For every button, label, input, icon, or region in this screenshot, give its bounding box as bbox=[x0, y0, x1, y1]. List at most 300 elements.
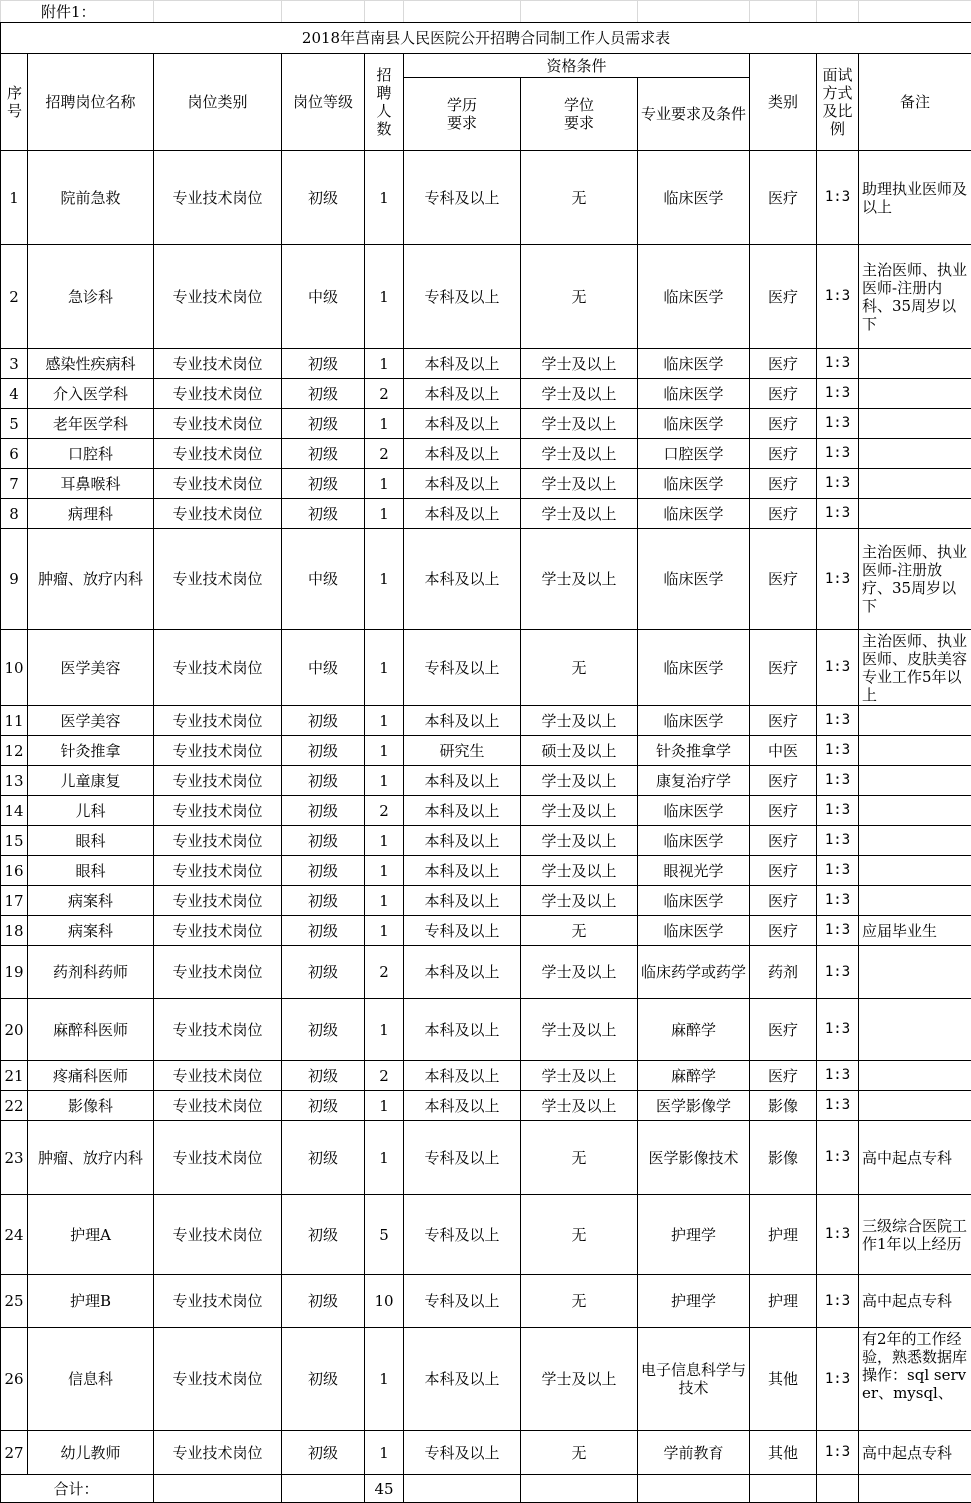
table-row bbox=[1, 916, 971, 946]
cell-count: 5 bbox=[365, 1195, 404, 1275]
cell-post-name: 医学美容 bbox=[28, 630, 154, 706]
header-remarks: 备注 bbox=[859, 54, 971, 151]
table-row bbox=[1, 151, 971, 245]
cell-major: 临床医学 bbox=[638, 349, 750, 379]
cell-education: 本科及以上 bbox=[404, 469, 521, 499]
cell-count: 1 bbox=[365, 766, 404, 796]
cell-post-level: 初级 bbox=[282, 766, 365, 796]
cell-post-name: 院前急救 bbox=[28, 151, 154, 245]
cell-seq: 27 bbox=[1, 1431, 28, 1475]
cell-remarks bbox=[859, 856, 971, 886]
cell-interview-ratio: 1:3 bbox=[817, 439, 859, 469]
cell-post-level: 初级 bbox=[282, 379, 365, 409]
cell-major: 临床药学或药学 bbox=[638, 946, 750, 999]
cell-post-type: 专业技术岗位 bbox=[154, 826, 282, 856]
cell-seq: 2 bbox=[1, 245, 28, 349]
cell-major: 麻醉学 bbox=[638, 1061, 750, 1091]
cell-education: 本科及以上 bbox=[404, 529, 521, 630]
cell-seq: 12 bbox=[1, 736, 28, 766]
cell-count: 1 bbox=[365, 409, 404, 439]
cell-degree: 无 bbox=[521, 916, 638, 946]
cell-post-type: 专业技术岗位 bbox=[154, 439, 282, 469]
cell-post-type: 专业技术岗位 bbox=[154, 469, 282, 499]
cell-category: 医疗 bbox=[750, 630, 817, 706]
cell-post-name: 感染性疾病科 bbox=[28, 349, 154, 379]
cell-count: 1 bbox=[365, 245, 404, 349]
cell-interview-ratio: 1:3 bbox=[817, 1431, 859, 1475]
cell-interview-ratio: 1:3 bbox=[817, 499, 859, 529]
cell-remarks: 主治医师、执业医师、皮肤美容专业工作5年以上 bbox=[859, 630, 971, 706]
cell-seq: 19 bbox=[1, 946, 28, 999]
cell-degree: 学士及以上 bbox=[521, 766, 638, 796]
cell-major: 麻醉学 bbox=[638, 999, 750, 1061]
cell-post-type: 专业技术岗位 bbox=[154, 245, 282, 349]
cell-degree: 学士及以上 bbox=[521, 409, 638, 439]
cell-post-level: 初级 bbox=[282, 1195, 365, 1275]
cell-post-type: 专业技术岗位 bbox=[154, 1091, 282, 1121]
cell-count: 1 bbox=[365, 736, 404, 766]
cell-interview-ratio: 1:3 bbox=[817, 999, 859, 1061]
header-post-type: 岗位类别 bbox=[154, 54, 282, 151]
cell-post-type: 专业技术岗位 bbox=[154, 499, 282, 529]
cell-post-level: 初级 bbox=[282, 1275, 365, 1328]
cell-education: 专科及以上 bbox=[404, 630, 521, 706]
cell-remarks: 高中起点专科 bbox=[859, 1275, 971, 1328]
header-education: 学历要求 bbox=[404, 78, 521, 151]
cell-post-name: 儿童康复 bbox=[28, 766, 154, 796]
table-row bbox=[1, 499, 971, 529]
cell-count: 1 bbox=[365, 826, 404, 856]
cell-degree: 无 bbox=[521, 1275, 638, 1328]
cell-seq: 9 bbox=[1, 529, 28, 630]
table-row bbox=[1, 826, 971, 856]
cell-interview-ratio: 1:3 bbox=[817, 736, 859, 766]
cell-remarks bbox=[859, 1091, 971, 1121]
cell-degree: 学士及以上 bbox=[521, 796, 638, 826]
cell-education: 本科及以上 bbox=[404, 1061, 521, 1091]
cell-category: 医疗 bbox=[750, 706, 817, 736]
cell-post-type: 专业技术岗位 bbox=[154, 706, 282, 736]
cell-count: 2 bbox=[365, 439, 404, 469]
cell-post-level: 中级 bbox=[282, 630, 365, 706]
cell-count: 1 bbox=[365, 630, 404, 706]
cell-post-level: 初级 bbox=[282, 796, 365, 826]
cell-post-level: 初级 bbox=[282, 469, 365, 499]
cell-remarks bbox=[859, 736, 971, 766]
cell-interview-ratio: 1:3 bbox=[817, 916, 859, 946]
cell-post-level: 初级 bbox=[282, 349, 365, 379]
cell-major: 医学影像学 bbox=[638, 1091, 750, 1121]
table-row bbox=[1, 999, 971, 1061]
cell-count: 2 bbox=[365, 1061, 404, 1091]
table-row bbox=[1, 529, 971, 630]
cell-degree: 学士及以上 bbox=[521, 1091, 638, 1121]
cell-post-type: 专业技术岗位 bbox=[154, 796, 282, 826]
cell-post-name: 护理A bbox=[28, 1195, 154, 1275]
cell-category: 其他 bbox=[750, 1431, 817, 1475]
cell-post-level: 初级 bbox=[282, 856, 365, 886]
cell-category: 医疗 bbox=[750, 766, 817, 796]
cell-category: 医疗 bbox=[750, 151, 817, 245]
table-row bbox=[1, 409, 971, 439]
cell-education: 本科及以上 bbox=[404, 796, 521, 826]
cell-education: 本科及以上 bbox=[404, 946, 521, 999]
cell-interview-ratio: 1:3 bbox=[817, 856, 859, 886]
header-major: 专业要求及条件 bbox=[638, 78, 750, 151]
cell-category: 医疗 bbox=[750, 796, 817, 826]
table-row bbox=[1, 706, 971, 736]
cell-post-name: 护理B bbox=[28, 1275, 154, 1328]
cell-degree: 学士及以上 bbox=[521, 856, 638, 886]
header-row-1 bbox=[1, 54, 971, 78]
cell-remarks: 助理执业医师及以上 bbox=[859, 151, 971, 245]
cell-seq: 4 bbox=[1, 379, 28, 409]
cell-seq: 6 bbox=[1, 439, 28, 469]
header-interview: 面试方式及比例 bbox=[817, 54, 859, 151]
cell-remarks: 高中起点专科 bbox=[859, 1431, 971, 1475]
cell-education: 本科及以上 bbox=[404, 999, 521, 1061]
cell-degree: 学士及以上 bbox=[521, 469, 638, 499]
cell-count: 1 bbox=[365, 886, 404, 916]
cell-post-name: 口腔科 bbox=[28, 439, 154, 469]
cell-remarks bbox=[859, 706, 971, 736]
table-row bbox=[1, 245, 971, 349]
cell-education: 本科及以上 bbox=[404, 1328, 521, 1431]
cell-degree: 学士及以上 bbox=[521, 886, 638, 916]
cell-interview-ratio: 1:3 bbox=[817, 379, 859, 409]
cell-major: 眼视光学 bbox=[638, 856, 750, 886]
cell-category: 医疗 bbox=[750, 916, 817, 946]
cell-category: 医疗 bbox=[750, 245, 817, 349]
cell-category: 其他 bbox=[750, 1328, 817, 1431]
cell-seq: 8 bbox=[1, 499, 28, 529]
cell-post-type: 专业技术岗位 bbox=[154, 409, 282, 439]
cell-seq: 17 bbox=[1, 886, 28, 916]
cell-post-level: 初级 bbox=[282, 409, 365, 439]
cell-category: 医疗 bbox=[750, 529, 817, 630]
table-row bbox=[1, 469, 971, 499]
cell-education: 专科及以上 bbox=[404, 1121, 521, 1195]
cell-seq: 7 bbox=[1, 469, 28, 499]
cell-major: 临床医学 bbox=[638, 469, 750, 499]
cell-education: 本科及以上 bbox=[404, 766, 521, 796]
cell-education: 研究生 bbox=[404, 736, 521, 766]
header-category: 类别 bbox=[750, 54, 817, 151]
cell-degree: 无 bbox=[521, 151, 638, 245]
cell-seq: 20 bbox=[1, 999, 28, 1061]
header-post-name: 招聘岗位名称 bbox=[28, 54, 154, 151]
cell-post-level: 初级 bbox=[282, 886, 365, 916]
cell-education: 专科及以上 bbox=[404, 916, 521, 946]
cell-education: 本科及以上 bbox=[404, 1091, 521, 1121]
cell-count: 1 bbox=[365, 916, 404, 946]
cell-post-name: 麻醉科医师 bbox=[28, 999, 154, 1061]
cell-interview-ratio: 1:3 bbox=[817, 826, 859, 856]
table-row bbox=[1, 1061, 971, 1091]
table-row bbox=[1, 1091, 971, 1121]
cell-category: 医疗 bbox=[750, 469, 817, 499]
cell-major: 医学影像技术 bbox=[638, 1121, 750, 1195]
cell-seq: 3 bbox=[1, 349, 28, 379]
cell-seq: 11 bbox=[1, 706, 28, 736]
cell-remarks bbox=[859, 409, 971, 439]
table-row bbox=[1, 796, 971, 826]
cell-degree: 无 bbox=[521, 630, 638, 706]
cell-post-type: 专业技术岗位 bbox=[154, 1121, 282, 1195]
cell-count: 2 bbox=[365, 946, 404, 999]
cell-category: 医疗 bbox=[750, 826, 817, 856]
cell-major: 临床医学 bbox=[638, 379, 750, 409]
cell-post-name: 病案科 bbox=[28, 916, 154, 946]
table-row bbox=[1, 1328, 971, 1431]
cell-degree: 学士及以上 bbox=[521, 439, 638, 469]
cell-major: 学前教育 bbox=[638, 1431, 750, 1475]
cell-post-type: 专业技术岗位 bbox=[154, 999, 282, 1061]
cell-post-level: 初级 bbox=[282, 151, 365, 245]
cell-count: 1 bbox=[365, 856, 404, 886]
cell-major: 护理学 bbox=[638, 1195, 750, 1275]
cell-major: 临床医学 bbox=[638, 499, 750, 529]
cell-post-level: 中级 bbox=[282, 529, 365, 630]
header-post-level: 岗位等级 bbox=[282, 54, 365, 151]
cell-degree: 学士及以上 bbox=[521, 706, 638, 736]
cell-major: 临床医学 bbox=[638, 529, 750, 630]
cell-interview-ratio: 1:3 bbox=[817, 1061, 859, 1091]
cell-remarks bbox=[859, 1061, 971, 1091]
cell-post-level: 初级 bbox=[282, 1328, 365, 1431]
cell-major: 临床医学 bbox=[638, 916, 750, 946]
header-qualifications: 资格条件 bbox=[404, 54, 750, 78]
cell-interview-ratio: 1:3 bbox=[817, 1091, 859, 1121]
cell-remarks bbox=[859, 796, 971, 826]
cell-remarks bbox=[859, 349, 971, 379]
cell-education: 本科及以上 bbox=[404, 706, 521, 736]
cell-major: 临床医学 bbox=[638, 630, 750, 706]
cell-interview-ratio: 1:3 bbox=[817, 1121, 859, 1195]
cell-post-level: 初级 bbox=[282, 999, 365, 1061]
cell-major: 康复治疗学 bbox=[638, 766, 750, 796]
cell-category: 中医 bbox=[750, 736, 817, 766]
cell-count: 1 bbox=[365, 151, 404, 245]
cell-category: 医疗 bbox=[750, 856, 817, 886]
cell-major: 针灸推拿学 bbox=[638, 736, 750, 766]
table-row bbox=[1, 1431, 971, 1475]
cell-post-name: 病理科 bbox=[28, 499, 154, 529]
cell-category: 医疗 bbox=[750, 499, 817, 529]
cell-post-level: 中级 bbox=[282, 245, 365, 349]
cell-education: 本科及以上 bbox=[404, 499, 521, 529]
table-row bbox=[1, 1195, 971, 1275]
cell-post-type: 专业技术岗位 bbox=[154, 529, 282, 630]
total-label: 合计： bbox=[1, 1475, 154, 1503]
table-row bbox=[1, 439, 971, 469]
cell-major: 临床医学 bbox=[638, 886, 750, 916]
header-seq: 序号 bbox=[1, 54, 28, 151]
table-row bbox=[1, 736, 971, 766]
cell-interview-ratio: 1:3 bbox=[817, 151, 859, 245]
cell-category: 医疗 bbox=[750, 1061, 817, 1091]
cell-post-type: 专业技术岗位 bbox=[154, 1195, 282, 1275]
cell-post-name: 影像科 bbox=[28, 1091, 154, 1121]
cell-education: 专科及以上 bbox=[404, 1275, 521, 1328]
cell-remarks: 主治医师、执业医师-注册放疗、35周岁以下 bbox=[859, 529, 971, 630]
cell-education: 专科及以上 bbox=[404, 1195, 521, 1275]
cell-post-name: 针灸推拿 bbox=[28, 736, 154, 766]
cell-post-name: 急诊科 bbox=[28, 245, 154, 349]
page-title: 2018年莒南县人民医院公开招聘合同制工作人员需求表 bbox=[1, 23, 971, 54]
cell-post-type: 专业技术岗位 bbox=[154, 946, 282, 999]
table-row bbox=[1, 856, 971, 886]
cell-interview-ratio: 1:3 bbox=[817, 706, 859, 736]
cell-interview-ratio: 1:3 bbox=[817, 469, 859, 499]
cell-seq: 25 bbox=[1, 1275, 28, 1328]
cell-seq: 5 bbox=[1, 409, 28, 439]
cell-major: 临床医学 bbox=[638, 706, 750, 736]
cell-seq: 16 bbox=[1, 856, 28, 886]
cell-remarks bbox=[859, 886, 971, 916]
cell-major: 临床医学 bbox=[638, 796, 750, 826]
cell-degree: 学士及以上 bbox=[521, 379, 638, 409]
cell-interview-ratio: 1:3 bbox=[817, 886, 859, 916]
cell-post-name: 眼科 bbox=[28, 856, 154, 886]
cell-education: 本科及以上 bbox=[404, 379, 521, 409]
cell-degree: 学士及以上 bbox=[521, 1061, 638, 1091]
cell-post-name: 介入医学科 bbox=[28, 379, 154, 409]
total-row bbox=[1, 1475, 971, 1503]
cell-degree: 学士及以上 bbox=[521, 349, 638, 379]
cell-count: 1 bbox=[365, 1121, 404, 1195]
cell-interview-ratio: 1:3 bbox=[817, 1195, 859, 1275]
cell-post-type: 专业技术岗位 bbox=[154, 856, 282, 886]
cell-category: 医疗 bbox=[750, 439, 817, 469]
cell-count: 1 bbox=[365, 706, 404, 736]
cell-post-type: 专业技术岗位 bbox=[154, 379, 282, 409]
cell-post-level: 初级 bbox=[282, 916, 365, 946]
cell-count: 1 bbox=[365, 469, 404, 499]
cell-count: 1 bbox=[365, 1431, 404, 1475]
cell-post-level: 初级 bbox=[282, 439, 365, 469]
attachment-row bbox=[1, 1, 971, 23]
cell-post-level: 初级 bbox=[282, 1431, 365, 1475]
cell-degree: 无 bbox=[521, 1195, 638, 1275]
cell-education: 本科及以上 bbox=[404, 349, 521, 379]
cell-post-level: 初级 bbox=[282, 826, 365, 856]
cell-interview-ratio: 1:3 bbox=[817, 529, 859, 630]
cell-post-name: 老年医学科 bbox=[28, 409, 154, 439]
cell-seq: 14 bbox=[1, 796, 28, 826]
cell-degree: 无 bbox=[521, 1121, 638, 1195]
cell-seq: 18 bbox=[1, 916, 28, 946]
cell-post-type: 专业技术岗位 bbox=[154, 1328, 282, 1431]
cell-post-name: 药剂科药师 bbox=[28, 946, 154, 999]
cell-category: 医疗 bbox=[750, 349, 817, 379]
cell-category: 影像 bbox=[750, 1121, 817, 1195]
cell-remarks bbox=[859, 946, 971, 999]
cell-post-type: 专业技术岗位 bbox=[154, 886, 282, 916]
cell-count: 1 bbox=[365, 529, 404, 630]
cell-remarks bbox=[859, 999, 971, 1061]
cell-seq: 10 bbox=[1, 630, 28, 706]
cell-interview-ratio: 1:3 bbox=[817, 1275, 859, 1328]
cell-post-name: 病案科 bbox=[28, 886, 154, 916]
cell-seq: 13 bbox=[1, 766, 28, 796]
cell-remarks: 有2年的工作经验，熟悉数据库操作：sql server、mysql、 bbox=[859, 1328, 971, 1431]
cell-post-type: 专业技术岗位 bbox=[154, 736, 282, 766]
cell-major: 临床医学 bbox=[638, 826, 750, 856]
cell-major: 口腔医学 bbox=[638, 439, 750, 469]
cell-remarks bbox=[859, 379, 971, 409]
cell-post-level: 初级 bbox=[282, 1121, 365, 1195]
cell-degree: 学士及以上 bbox=[521, 946, 638, 999]
cell-education: 专科及以上 bbox=[404, 151, 521, 245]
cell-remarks bbox=[859, 826, 971, 856]
table-row bbox=[1, 946, 971, 999]
cell-count: 2 bbox=[365, 796, 404, 826]
cell-remarks: 应届毕业生 bbox=[859, 916, 971, 946]
cell-post-name: 疼痛科医师 bbox=[28, 1061, 154, 1091]
table-row bbox=[1, 349, 971, 379]
cell-seq: 22 bbox=[1, 1091, 28, 1121]
cell-education: 本科及以上 bbox=[404, 409, 521, 439]
cell-major: 临床医学 bbox=[638, 151, 750, 245]
cell-post-type: 专业技术岗位 bbox=[154, 916, 282, 946]
cell-category: 医疗 bbox=[750, 886, 817, 916]
cell-post-name: 幼儿教师 bbox=[28, 1431, 154, 1475]
cell-remarks bbox=[859, 499, 971, 529]
cell-remarks bbox=[859, 469, 971, 499]
cell-post-name: 耳鼻喉科 bbox=[28, 469, 154, 499]
attachment-label: 附件1： bbox=[1, 1, 154, 23]
cell-post-type: 专业技术岗位 bbox=[154, 1061, 282, 1091]
table-row bbox=[1, 886, 971, 916]
cell-post-level: 初级 bbox=[282, 1061, 365, 1091]
cell-category: 药剂 bbox=[750, 946, 817, 999]
cell-count: 1 bbox=[365, 349, 404, 379]
cell-count: 1 bbox=[365, 1091, 404, 1121]
cell-major: 临床医学 bbox=[638, 409, 750, 439]
header-degree: 学位要求 bbox=[521, 78, 638, 151]
cell-post-type: 专业技术岗位 bbox=[154, 630, 282, 706]
cell-degree: 无 bbox=[521, 245, 638, 349]
cell-post-level: 初级 bbox=[282, 736, 365, 766]
cell-remarks: 高中起点专科 bbox=[859, 1121, 971, 1195]
cell-seq: 26 bbox=[1, 1328, 28, 1431]
cell-seq: 15 bbox=[1, 826, 28, 856]
cell-category: 医疗 bbox=[750, 999, 817, 1061]
cell-count: 1 bbox=[365, 499, 404, 529]
cell-count: 1 bbox=[365, 999, 404, 1061]
cell-count: 10 bbox=[365, 1275, 404, 1328]
cell-seq: 21 bbox=[1, 1061, 28, 1091]
table-row bbox=[1, 1121, 971, 1195]
cell-category: 护理 bbox=[750, 1275, 817, 1328]
cell-post-name: 肿瘤、放疗内科 bbox=[28, 1121, 154, 1195]
cell-post-type: 专业技术岗位 bbox=[154, 766, 282, 796]
cell-degree: 学士及以上 bbox=[521, 999, 638, 1061]
cell-post-level: 初级 bbox=[282, 946, 365, 999]
cell-post-level: 初级 bbox=[282, 499, 365, 529]
cell-post-name: 儿科 bbox=[28, 796, 154, 826]
cell-seq: 1 bbox=[1, 151, 28, 245]
cell-education: 本科及以上 bbox=[404, 826, 521, 856]
cell-category: 医疗 bbox=[750, 379, 817, 409]
cell-post-name: 眼科 bbox=[28, 826, 154, 856]
cell-interview-ratio: 1:3 bbox=[817, 409, 859, 439]
table-row bbox=[1, 379, 971, 409]
cell-major: 临床医学 bbox=[638, 245, 750, 349]
table-row bbox=[1, 766, 971, 796]
cell-major: 护理学 bbox=[638, 1275, 750, 1328]
